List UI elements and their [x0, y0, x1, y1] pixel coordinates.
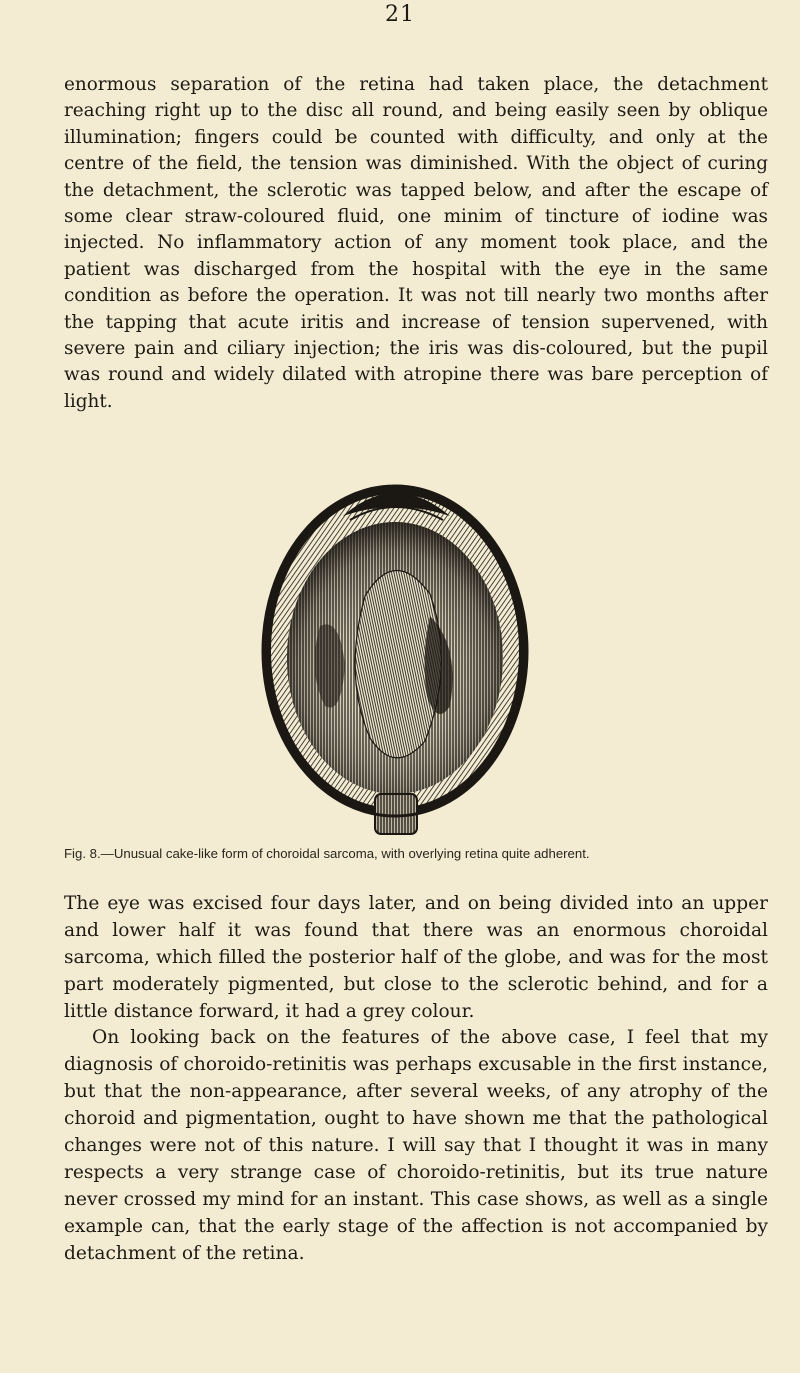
paragraph-excision: The eye was excised four days later, and on being divided into an upper and lower half it was found that there was an enormous choroidal sarcoma, which filled the posterior half of the globe, and was for the most part moderately pigmented, but close to the sclerotic behind, and for a little distance forward, it had a grey colour.	[64, 893, 768, 1022]
paragraph-case-history: enormous separation of the retina had taken place, the detachment reaching right up to the disc all round, and being easily seen by oblique illumination; fingers could be counted with difficulty, and only at the centre of the field, the tension was diminished. With the object of curing the detachment, the sclerotic was tapped below, and after the escape of some clear straw-coloured fluid, one minim of tincture of iodine was injected. No inflammatory action of any moment took place, and the patient was discharged from the hospital with the eye in the same condition as before the operation. It was not till nearly two months after the tapping that acute iritis and increase of tension supervened, with severe pain and ciliary injection; the iris was dis-coloured, but the pupil was round and widely dilated with atropine there was bare perception of light.	[64, 74, 768, 412]
figure-caption: Fig. 8.—Unusual cake-like form of choroidal sarcoma, with overlying retina quite adherent.	[64, 846, 590, 861]
page-number: 21	[385, 2, 415, 27]
eye-cross-section-engraving	[245, 476, 545, 841]
paragraph-reflection: On looking back on the features of the above case, I feel that my diagnosis of choroido-retinitis was perhaps excusable in the first instance, but that the non-appearance, after several weeks, of any atrophy of the choroid and pigmentation, ought to have shown me that the pathological changes were not of this nature. I will say that I thought it was in many respects a very strange case of choroido-retinitis, but its true nature never crossed my mind for an instant. This case shows, as well as a single example can, that the early stage of the affection is not accompanied by detachment of the retina.	[64, 1027, 768, 1264]
figure-eye-section	[0, 464, 800, 894]
